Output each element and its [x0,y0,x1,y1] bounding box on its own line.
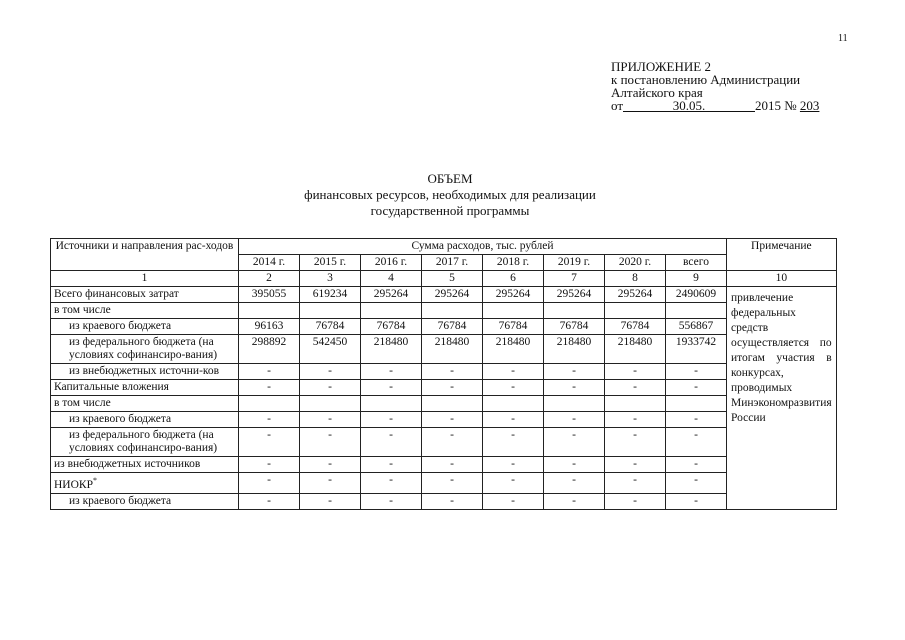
table-cell: - [239,380,300,396]
title-line-1: ОБЪЕМ [427,171,473,186]
table-row [51,493,837,509]
head-note: Примечание [727,239,837,271]
table-cell: - [300,428,361,457]
table-cell [300,396,361,412]
table-cell: 76784 [361,319,422,335]
table-cell [422,396,483,412]
year-header: всего [666,255,727,271]
table-cell: 96163 [239,319,300,335]
table-cell: - [239,412,300,428]
table-cell: 295264 [605,287,666,303]
table-cell: - [422,493,483,509]
year-header: 2017 г. [422,255,483,271]
year-header: 2016 г. [361,255,422,271]
table-cell: - [605,493,666,509]
table-cell: 295264 [422,287,483,303]
table-cell: - [300,364,361,380]
year-header: 2014 г. [239,255,300,271]
table-cell: 76784 [544,319,605,335]
table-cell: - [422,428,483,457]
table-cell: 218480 [361,335,422,364]
row-label: НИОКР* [51,473,239,494]
table-cell: 1933742 [666,335,727,364]
column-number: 3 [300,271,361,287]
table-row [51,396,837,412]
table-cell: - [544,380,605,396]
head-source: Источники и направления рас-ходов [51,239,239,271]
row-label: Всего финансовых затрат [51,287,239,303]
table-cell [422,303,483,319]
table-row [51,412,837,428]
table-cell: 76784 [422,319,483,335]
head-sum: Сумма расходов, тыс. рублей [239,239,727,255]
table-cell: - [361,493,422,509]
table-cell: - [666,493,727,509]
decree-number: 203 [799,98,820,113]
table-cell: 395055 [239,287,300,303]
table-cell: - [605,473,666,494]
year-header: 2019 г. [544,255,605,271]
table-cell: - [422,412,483,428]
table-cell: - [666,428,727,457]
table-row [51,303,837,319]
table-cell: - [483,364,544,380]
number-sign: № [784,98,797,113]
row-label: из краевого бюджета [51,319,239,335]
year-header: 2018 г. [483,255,544,271]
table-cell: - [300,412,361,428]
table-cell: - [666,364,727,380]
table-cell: - [422,473,483,494]
table-cell: - [605,457,666,473]
table-cell: - [239,364,300,380]
table-cell [544,303,605,319]
finance-table [50,238,837,510]
appendix-title: ПРИЛОЖЕНИЕ 2 [611,59,711,74]
table-cell: - [483,473,544,494]
table-cell: 218480 [605,335,666,364]
table-row [51,287,837,303]
table-cell: - [300,457,361,473]
table-row [51,428,837,457]
table-cell: - [422,457,483,473]
table-cell: - [361,364,422,380]
table-cell: - [361,428,422,457]
table-cell [544,396,605,412]
appendix-decree: к постановлению Администрации [611,72,801,87]
table-cell: - [544,493,605,509]
table-cell: - [483,493,544,509]
table-cell [300,303,361,319]
row-label: из федерального бюджета (на условиях софинансиро-вания) [51,428,239,457]
table-cell: - [300,493,361,509]
table-row [51,364,837,380]
table-cell: - [666,380,727,396]
column-number: 6 [483,271,544,287]
appendix-region: Алтайского края [611,85,703,100]
table-row [51,457,837,473]
table-cell: - [239,457,300,473]
table-cell: 218480 [544,335,605,364]
table-cell [483,303,544,319]
date-prefix: от [611,98,624,113]
row-label: в том числе [51,303,239,319]
table-cell: 295264 [544,287,605,303]
column-numbers-row [51,271,837,287]
table-cell: - [239,493,300,509]
decree-date: 30.05. [623,99,755,112]
row-label: из внебюджетных источни-ков [51,364,239,380]
year-header: 2020 г. [605,255,666,271]
table-cell [666,303,727,319]
table-cell: - [361,380,422,396]
table-cell [239,303,300,319]
table-cell [239,396,300,412]
table-cell: - [239,473,300,494]
table-cell: - [361,412,422,428]
table-cell: - [544,457,605,473]
column-number: 1 [51,271,239,287]
table-cell [483,396,544,412]
table-cell: 619234 [300,287,361,303]
table-cell: 298892 [239,335,300,364]
table-cell: 76784 [483,319,544,335]
table-cell: - [666,457,727,473]
appendix-block [611,60,819,112]
table-cell: 76784 [605,319,666,335]
table-cell: - [605,428,666,457]
table-cell: - [483,380,544,396]
column-number: 2 [239,271,300,287]
table-cell: - [422,380,483,396]
row-label: из федерального бюджета (на условиях софинансиро-вания) [51,335,239,364]
table-cell [605,303,666,319]
note-cell: привлечение федеральных средств осуществляется по итогам участия в конкурсах, проводимых Минэкономразвития России [727,287,837,510]
table-cell: - [483,457,544,473]
title-line-2: финансовых ресурсов, необходимых для реализации [304,187,596,202]
decree-year: 2015 [755,98,782,113]
table-row [51,473,837,494]
column-number: 9 [666,271,727,287]
document-title [200,171,700,219]
table-cell: - [605,364,666,380]
row-label: из внебюджетных источников [51,457,239,473]
row-label: Капитальные вложения [51,380,239,396]
table-cell: - [239,428,300,457]
table-row [51,335,837,364]
column-number: 4 [361,271,422,287]
column-number: 7 [544,271,605,287]
row-label: из краевого бюджета [51,493,239,509]
year-header: 2015 г. [300,255,361,271]
column-number: 5 [422,271,483,287]
column-number: 8 [605,271,666,287]
table-cell: 218480 [483,335,544,364]
table-cell: - [361,473,422,494]
table-cell: - [544,364,605,380]
table-cell: 542450 [300,335,361,364]
table-cell: - [605,380,666,396]
table-cell: 295264 [361,287,422,303]
table-cell: - [666,473,727,494]
table-row [51,319,837,335]
table-row [51,380,837,396]
table-cell [361,396,422,412]
table-cell: - [422,364,483,380]
table-cell: - [544,428,605,457]
table-cell: - [300,473,361,494]
appendix-date-line [611,99,819,112]
table-cell: - [544,473,605,494]
table-cell [361,303,422,319]
table-cell: - [483,412,544,428]
table-cell: - [361,457,422,473]
table-cell: 556867 [666,319,727,335]
title-line-3: государственной программы [370,203,530,218]
table-cell: - [544,412,605,428]
table-cell: - [605,412,666,428]
column-number: 10 [727,271,837,287]
table-cell: - [666,412,727,428]
table-cell: 218480 [422,335,483,364]
table-cell: - [300,380,361,396]
table-cell: 2490609 [666,287,727,303]
row-label: в том числе [51,396,239,412]
page-number: 11 [838,33,848,44]
table-cell: 295264 [483,287,544,303]
row-label: из краевого бюджета [51,412,239,428]
table-cell [666,396,727,412]
table-cell: - [483,428,544,457]
table-cell [605,396,666,412]
table-cell: 76784 [300,319,361,335]
